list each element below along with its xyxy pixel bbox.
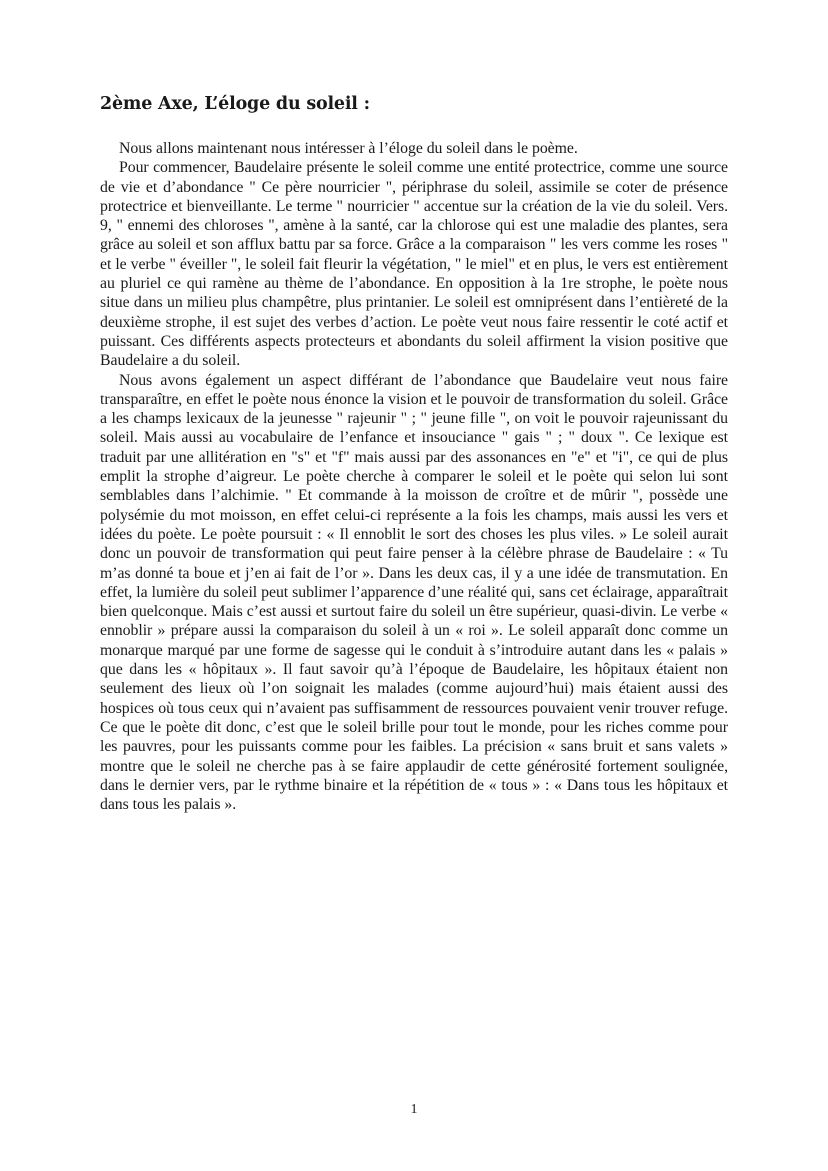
paragraph-protective-sun: Pour commencer, Baudelaire présente le soleil comme une entité protectrice, comme une source de vie et d’abondance " Ce père nourricier ", périphrase du soleil, assimile se coter de présence protectrice et bienveillante. Le terme " nourricier " accentue sur la création de la vie du soleil. Vers. 9, " ennemi des chloroses ", amène à la santé, car la chlorose qui est une maladie des plantes, sera grâce au soleil et son afflux battu par sa force. Grâce a la comparaison " les vers comme les roses " et le verbe " éveiller ", le soleil fait fleurir la végétation, " le miel" et en plus, le vers est entièrement au pluriel ce qui ramène au thème de l’abondance. En opposition à la 1re strophe, le poète nous situe dans un milieu plus champêtre, plus printanier. Le soleil est omniprésent dans l’entièreté de la deuxième strophe, il est sujet des verbes d’action. Le poète veut nous faire ressentir le coté actif et puissant. Ces différents aspects protecteurs et abondants du soleil affirment la vision positive que Baudelaire a du soleil.: [100, 159, 728, 370]
page-number: 1: [410, 1102, 418, 1117]
document-page: [100, 92, 728, 814]
paragraph-transformation: Nous avons également un aspect différant de l’abondance que Baudelaire veut nous faire transparaître, en effet le poète nous énonce la vision et le pouvoir de transformation du soleil. Grâce a les champs lexicaux de la jeunesse " rajeunir " ; " jeune fille ", on voit le pouvoir rajeunissant du soleil. Mais aussi au vocabulaire de l’enfance et insouciance " gais " ; " doux ". Ce lexique est traduit par une allitération en "s" et "f" mais aussi par des assonances en "e" et "i", ce qui de plus emplit la strophe d’aigreur. Le poète cherche à comparer le soleil et le poète qui selon lui sont semblables dans l’alchimie. " Et commande à la moisson de croître et de mûrir ", possède une polysémie du mot moisson, en effet celui-ci représente a la fois les champs, mais aussi les vers et idées du poète. Le poète poursuit : « Il ennoblit le sort des choses les plus viles. » Le soleil aurait donc un pouvoir de transformation qui peut faire penser à la célèbre phrase de Baudelaire : « Tu m’as donné ta boue et j’en ai fait de l’or ». Dans les deux cas, il y a une idée de transmutation. En effet, la lumière du soleil peut sublimer l’apparence d’une réalité qui, sans cet éclairage, apparaîtrait bien quelconque. Mais c’est aussi et surtout faire du soleil un être supérieur, quasi-divin. Le verbe « ennoblir » prépare aussi la comparaison du soleil à un « roi ». Le soleil apparaît donc comme un monarque marqué par une forme de sagesse qui le conduit à s’introduire autant dans les « palais » que dans les « hôpitaux ». Il faut savoir qu’à l’époque de Baudelaire, les hôpitaux étaient non seulement des lieux où l’on soignait les malades (comme aujourd’hui) mais étaient aussi des hospices où tous ceux qui n’avaient pas suffisamment de ressources pouvaient venir trouver refuge. Ce que le poète dit donc, c’est que le soleil brille pour tout le monde, pour les riches comme pour les pauvres, pour les puissants comme pour les faibles. La précision « sans bruit et sans valets » montre que le soleil ne cherche pas à se faire applaudir de cette générosité fortement soulignée, dans le dernier vers, par le rythme binaire et la répétition de « tous » : « Dans tous les hôpitaux et dans tous les palais ».: [100, 371, 728, 814]
section-title: 2ème Axe, L’éloge du soleil :: [100, 94, 370, 114]
paragraph-intro: Nous allons maintenant nous intéresser à l’éloge du soleil dans le poème.: [119, 140, 578, 157]
